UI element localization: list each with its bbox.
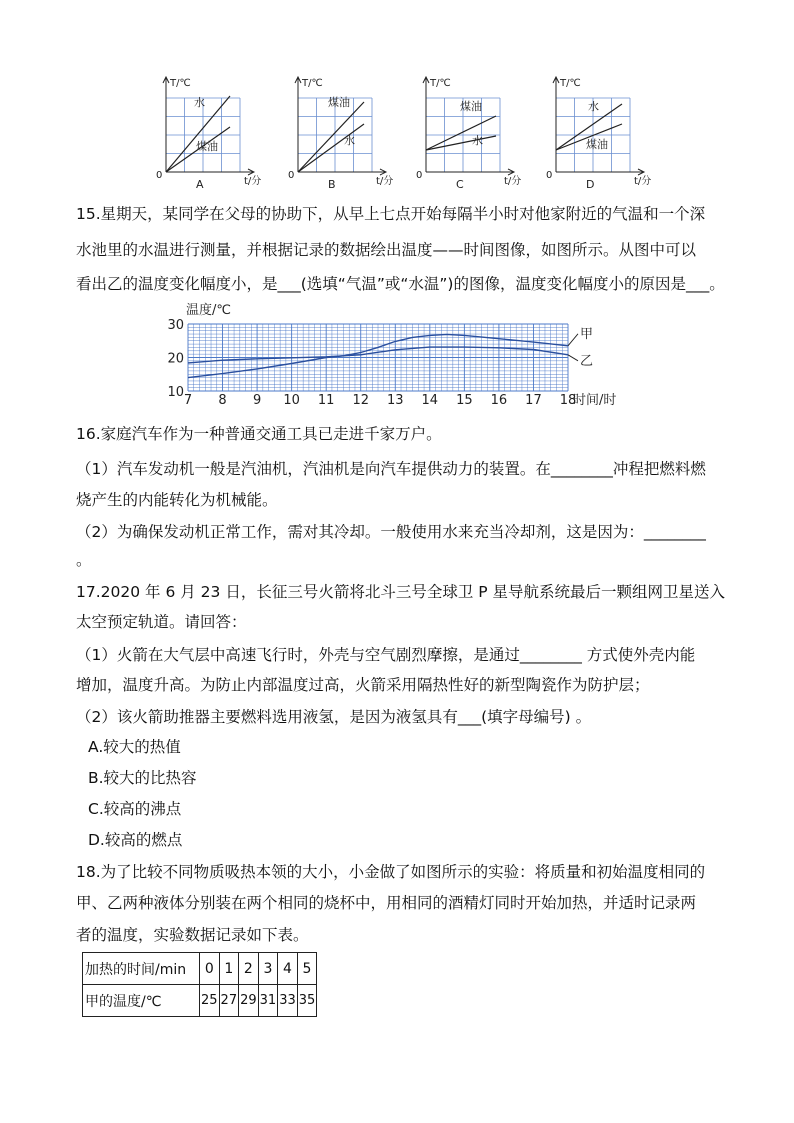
table-cell: 31 — [258, 985, 278, 1017]
table-row — [83, 953, 317, 985]
q17-option-d: D.较高的燃点 — [88, 831, 183, 849]
q17-line-1: 17.2020 年 6 月 23 日，长征三号火箭将北斗三号全球卫 P 星导航系统最后一颗组网卫星送入 — [76, 583, 726, 601]
q17-part1-line-1: （1）火箭在大气层中高速飞行时，外壳与空气剧烈摩擦，是通过________ 方式使外壳内能 — [76, 646, 696, 664]
option-graph-upper-label: 水 — [588, 100, 599, 113]
y-tick-label: 10 — [167, 385, 184, 400]
option-graph-upper-label: 煤油 — [328, 96, 350, 109]
option-graph-lower-label: 水 — [344, 134, 355, 147]
table-header-temp: 甲的温度/℃ — [83, 985, 200, 1017]
option-graph-lower-label: 水 — [472, 134, 483, 147]
x-tick-label: 13 — [386, 393, 404, 408]
chart-grid — [188, 324, 568, 391]
x-tick-label: 16 — [490, 393, 508, 408]
series-leader-line — [568, 334, 578, 346]
table-cell: 27 — [219, 985, 239, 1017]
q16-part1-line-1: （1）汽车发动机一般是汽油机，汽油机是向汽车提供动力的装置。在________冲程把燃料燃 — [76, 460, 706, 478]
x-tick-label: 10 — [283, 393, 300, 408]
table-cell: 2 — [239, 953, 259, 985]
option-graph-origin: 0 — [156, 170, 163, 181]
table-cell: 1 — [219, 953, 239, 985]
table-cell: 3 — [258, 953, 278, 985]
x-tick-label: 11 — [317, 393, 335, 408]
q17-part2: （2）该火箭助推器主要燃料选用液氢，是因为液氢具有___(填字母编号) 。 — [76, 708, 592, 726]
y-tick-label: 20 — [167, 351, 184, 367]
lower-line — [426, 136, 496, 150]
table-cell: 5 — [297, 953, 317, 985]
option-graph-b — [282, 72, 394, 196]
option-graph-grid — [166, 98, 240, 172]
q16-part2-line-2: 。 — [76, 551, 92, 569]
option-graph-ylabel: T/℃ — [170, 78, 191, 89]
option-graph-xlabel: t/分 — [376, 176, 394, 187]
chart-y-ticks — [167, 318, 184, 400]
table-cell: 35 — [297, 985, 317, 1017]
x-tick-label: 14 — [421, 393, 439, 408]
option-graph-letter: A — [196, 178, 204, 191]
option-graph-d — [540, 72, 652, 196]
x-tick-label: 12 — [352, 393, 370, 408]
option-graph-letter: D — [586, 178, 595, 191]
option-graph-upper-label: 水 — [194, 96, 205, 109]
x-tick-label: 17 — [525, 393, 542, 408]
q15-line-3: 看出乙的温度变化幅度小，是___(选填“气温”或“水温”)的图像，温度变化幅度小的原因是___。 — [76, 275, 725, 293]
q16-title: 16.家庭汽车作为一种普通交通工具已走进千家万户。 — [76, 425, 442, 443]
table-header-time: 加热的时间/min — [83, 953, 200, 985]
chart-x-ticks — [184, 393, 576, 408]
q18-line-2: 甲、乙两种液体分别装在两个相同的烧杯中，用相同的酒精灯同时开始加热，并适时记录两 — [76, 894, 697, 912]
option-graph-origin: 0 — [546, 170, 553, 181]
q15-line-2: 水池里的水温进行测量，并根据记录的数据绘出温度——时间图像，如图所示。从图中可以 — [76, 241, 697, 259]
x-tick-label: 18 — [559, 393, 577, 408]
option-graph-c — [410, 72, 522, 196]
table-cell: 0 — [200, 953, 220, 985]
option-graph-lower-label: 煤油 — [196, 140, 218, 153]
q18-line-3: 者的温度，实验数据记录如下表。 — [76, 926, 309, 944]
table-row — [83, 985, 317, 1017]
series-label: 甲 — [580, 326, 594, 342]
table-cell: 33 — [278, 985, 298, 1017]
table-cell: 29 — [239, 985, 259, 1017]
chart-xlabel: 时间/时 — [573, 393, 617, 408]
option-graph-xlabel: t/分 — [634, 176, 652, 187]
x-tick-label: 9 — [252, 393, 262, 408]
option-graph-origin: 0 — [416, 170, 423, 181]
x-tick-label: 7 — [183, 393, 193, 408]
table-cell: 4 — [278, 953, 298, 985]
option-graph-ylabel: T/℃ — [560, 78, 581, 89]
option-graph-ylabel: T/℃ — [430, 78, 451, 89]
temperature-time-chart — [160, 300, 630, 410]
x-tick-label: 8 — [218, 393, 227, 408]
option-graph-upper-label: 煤油 — [460, 100, 482, 113]
q18-data-table — [82, 952, 317, 1017]
q17-option-a: A.较大的热值 — [88, 738, 181, 756]
option-graph-a — [150, 72, 262, 196]
q15-line-1: 15.星期天，某同学在父母的协助下，从早上七点开始每隔半小时对他家附近的气温和一个深 — [76, 205, 706, 223]
chart-ylabel: 温度/℃ — [186, 303, 231, 318]
series-leader-line — [568, 355, 578, 361]
q17-part1-line-2: 增加，温度升高。为防止内部温度过高，火箭采用隔热性好的新型陶瓷作为防护层； — [76, 676, 650, 694]
option-graph-ylabel: T/℃ — [302, 78, 323, 89]
option-graph-letter: B — [328, 178, 336, 191]
option-graph-origin: 0 — [288, 170, 295, 181]
series-label: 乙 — [580, 353, 594, 369]
q18-line-1: 18.为了比较不同物质吸热本领的大小，小金做了如图所示的实验：将质量和初始温度相同的 — [76, 863, 706, 881]
lower-line — [298, 124, 364, 172]
x-tick-label: 15 — [456, 393, 473, 408]
option-graph-lower-label: 煤油 — [586, 138, 608, 151]
option-graph-letter: C — [456, 178, 464, 191]
option-graph-xlabel: t/分 — [244, 176, 262, 187]
y-tick-label: 30 — [167, 318, 184, 333]
q17-line-2: 太空预定轨道。请回答： — [76, 613, 247, 631]
option-graph-xlabel: t/分 — [504, 176, 522, 187]
upper-line — [426, 116, 496, 150]
chart-series-group — [188, 327, 593, 378]
table-cell: 25 — [200, 985, 220, 1017]
q17-option-c: C.较高的沸点 — [88, 800, 182, 818]
q17-option-b: B.较大的比热容 — [88, 769, 197, 787]
q16-part2-line-1: （2）为确保发动机正常工作，需对其冷却。一般使用水来充当冷却剂，这是因为：________ — [76, 523, 706, 541]
q16-part1-line-2: 烧产生的内能转化为机械能。 — [76, 491, 278, 509]
